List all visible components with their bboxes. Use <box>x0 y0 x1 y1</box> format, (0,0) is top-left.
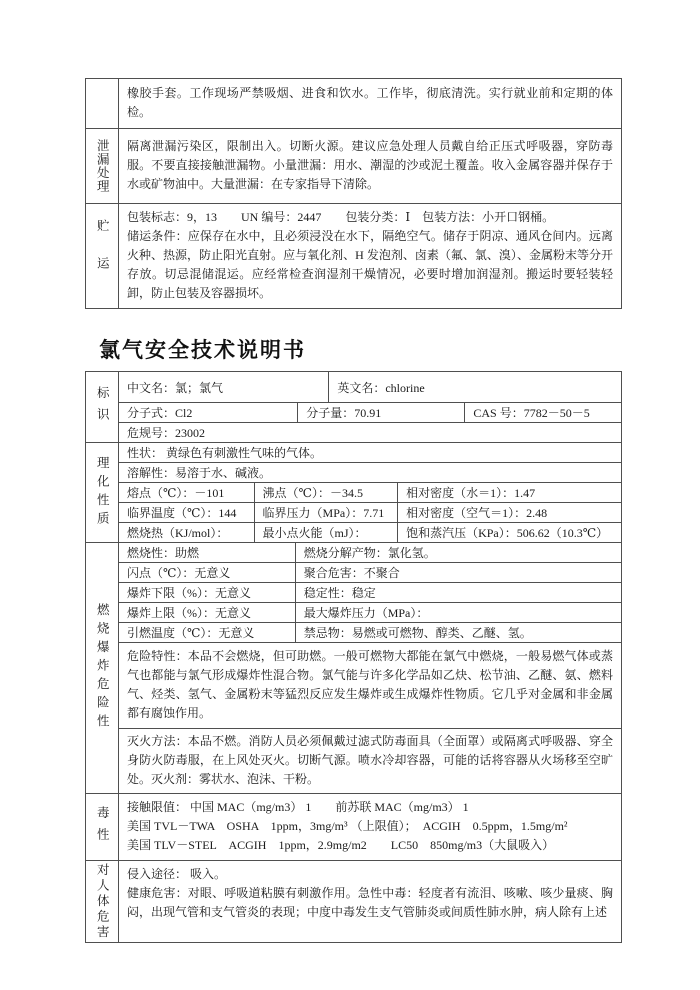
leak-handling-row <box>86 128 621 203</box>
explosion-lower-limit-cell: 爆炸下限（%）：无意义 <box>127 586 251 600</box>
flammability-cell: 燃烧性：助燃 <box>127 546 200 560</box>
flash-point-cell: 闪点（℃）：无意义 <box>127 566 231 580</box>
appearance-cell: 性状： 黄绿色有刺激性气味的气体。 <box>127 446 323 460</box>
section-label-storage-transport: 贮运 <box>95 218 110 294</box>
section-label-health-hazard: 对人体危害 <box>95 862 110 941</box>
boiling-point-cell: 沸点（℃）：－34.5 <box>254 483 398 502</box>
ignition-temperature-cell: 引燃温度（℃）：无意义 <box>127 626 255 640</box>
solubility-cell: 溶解性：易溶于水、碱液。 <box>127 466 272 480</box>
leak-handling-text: 隔离泄漏污染区，限制出入。切断火源。建议应急处理人员戴自给正压式呼吸器，穿防毒服。不要直接接触泄漏物。小量泄漏：用水、潮湿的沙或泥土覆盖。收入金属容器并保存于水或矿物油中。大量泄漏：在专家指导下清除。 <box>127 139 613 191</box>
identification-section <box>86 372 621 442</box>
critical-temperature-cell: 临界温度（℃）：144 <box>127 506 237 520</box>
hazard-characteristics-text: 危险特性：本品不会燃烧，但可助燃。一般可燃物大都能在氯气中燃烧，一般易燃气体或蒸气也都能与氯气形成爆炸性混合物。氯气能与许多化学品如乙炔、松节油、乙醚、氨、燃料气、烃类、氢气、金属粉末等猛烈反应发生爆炸或生成爆炸性物质。它几乎对金属和非金属都有腐蚀作用。 <box>119 642 621 728</box>
section-label-empty <box>86 79 119 128</box>
packing-info-text: 包装标志：9，13 UN 编号：2447 包装分类：Ⅰ 包装方法：小开口钢桶。 <box>127 210 555 224</box>
storage-transport-cell <box>119 204 621 308</box>
storage-conditions-text: 储运条件：应保存在水中，且必须浸没在水下，隔绝空气。储存于阴凉、通风仓间内。远离火种、热源，防止阳光直射。应与氧化剂、H 发泡剂、卤素（氟、氯、溴）、金属粉末等分开存放。切忌混储混运。应经常检查润湿剂干燥情况，必要时增加润湿剂。搬运时要轻装轻卸，防止包装及容器损坏。 <box>127 229 613 300</box>
cas-number-cell: CAS 号：7782－50－5 <box>464 403 621 422</box>
critical-pressure-cell: 临界压力（MPa）：7.71 <box>254 503 398 522</box>
continuation-table <box>85 78 622 309</box>
protective-measures-row <box>86 79 621 128</box>
molecular-weight-cell: 分子量：70.91 <box>297 403 464 422</box>
fire-fighting-text: 灭火方法：本品不燃。消防人员必须佩戴过滤式防毒面具（全面罩）或隔离式呼吸器、穿全身防火防毒服，在上风处灭火。切断气源。喷水冷却容器，可能的话将容器从火场移至空旷处。灭火剂：雾状水、泡沫、干粉。 <box>119 728 621 793</box>
toxicity-cell <box>119 794 621 860</box>
decomposition-products-cell: 燃烧分解产物：氯化氢。 <box>295 543 621 562</box>
protective-measures-text: 橡胶手套。工作现场严禁吸烟、进食和饮水。工作毕，彻底清洗。实行就业前和定期的体检。 <box>127 86 613 119</box>
section-label-leak-handling: 泄漏处理 <box>95 139 110 193</box>
max-explosion-pressure-cell: 最大爆炸压力（MPa）： <box>295 603 621 622</box>
section-label-toxicity: 毒性 <box>95 805 110 849</box>
health-hazard-section <box>86 860 621 942</box>
section-label-fire-explosion: 燃烧爆炸危险性 <box>95 603 110 733</box>
us-stel-limit-text: 美国 TLV－STEL ACGIH 1ppm，2.9mg/m2 LC50 850mg/m3（大鼠吸入） <box>127 838 555 852</box>
min-ignition-energy-cell: 最小点火能（mJ）： <box>254 523 398 542</box>
health-hazard-cell <box>119 861 621 942</box>
incompatibilities-cell: 禁忌物：易燃或可燃物、醇类、乙醚、氢。 <box>295 623 621 642</box>
melting-point-cell: 熔点（℃）：－101 <box>127 486 225 500</box>
combustion-heat-cell: 燃烧热（KJ/mol）： <box>127 526 229 540</box>
section-label-physical-properties: 理化性质 <box>95 455 110 530</box>
relative-density-water-cell: 相对密度（水＝1）：1.47 <box>397 483 621 502</box>
exposure-limits-text: 接触限值： 中国 MAC（mg/m3） 1 前苏联 MAC（mg/m3） 1 <box>127 800 469 814</box>
chinese-name-cell: 中文名：氯；氯气 <box>127 380 224 395</box>
english-name-cell: 英文名：chlorine <box>328 372 621 402</box>
explosion-upper-limit-cell: 爆炸上限（%）：无意义 <box>127 606 251 620</box>
health-effects-text: 健康危害：对眼、呼吸道粘膜有刺激作用。急性中毒：轻度者有流泪、咳嗽、咳少量痰、胸闷，出现气管和支气管炎的表现；中度中毒发生支气管肺炎或间质性肺水肿，病人除有上述 <box>127 886 613 919</box>
formula-cell: 分子式：Cl2 <box>127 406 193 420</box>
polymerization-hazard-cell: 聚合危害：不聚合 <box>295 563 621 582</box>
saturated-vapor-pressure-cell: 饱和蒸汽压（KPa）：506.62（10.3℃） <box>397 523 621 542</box>
msds-table <box>85 371 622 943</box>
physical-properties-section <box>86 442 621 542</box>
section-label-identification: 标识 <box>95 385 110 429</box>
us-twa-limit-text: 美国 TVL－TWA OSHA 1ppm，3mg/m³ （上限值）； ACGIH 0.5ppm，1.5mg/m² <box>127 819 568 833</box>
exposure-route-text: 侵入途径： 吸入。 <box>127 867 227 881</box>
storage-transport-row <box>86 203 621 308</box>
fire-explosion-section <box>86 542 621 793</box>
danger-code-cell: 危规号：23002 <box>127 426 206 440</box>
stability-cell: 稳定性：稳定 <box>295 583 621 602</box>
page-title: 氯气安全技术说明书 <box>99 338 306 362</box>
toxicity-section <box>86 793 621 860</box>
relative-density-air-cell: 相对密度（空气＝1）：2.48 <box>397 503 621 522</box>
